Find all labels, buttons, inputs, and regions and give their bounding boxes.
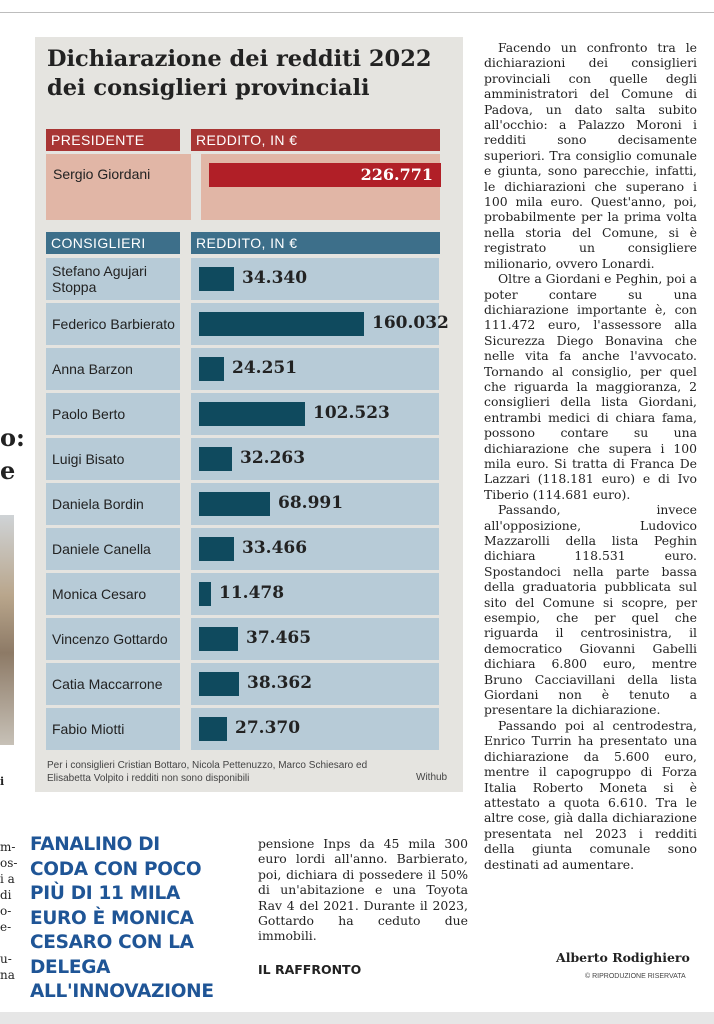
councillor-bar-cell xyxy=(191,573,439,615)
income-bar xyxy=(199,582,211,606)
councillor-bar-cell xyxy=(191,663,439,705)
bottom-band xyxy=(0,1012,714,1024)
income-bar xyxy=(199,447,232,471)
income-bar xyxy=(199,402,305,426)
chart-note: Per i consiglieri Cristian Bottaro, Nicola Pettenuzzo, Marco Schiesaro ed Elisabetta Volpito i redditi non sono disponibili xyxy=(47,760,368,784)
fragment-1: o: xyxy=(0,423,25,452)
income-value: 102.523 xyxy=(313,403,390,423)
councillors-income-header: REDDITO, IN € xyxy=(191,232,440,254)
income-value: 34.340 xyxy=(242,268,308,288)
income-value: 38.362 xyxy=(247,673,313,693)
councillor-bar-cell xyxy=(191,303,449,345)
fragment-2: e xyxy=(0,456,16,485)
income-value: 27.370 xyxy=(235,718,301,738)
fragment-4: m- xyxy=(0,840,16,854)
income-value: 32.263 xyxy=(240,448,306,468)
income-value: 68.991 xyxy=(278,493,344,513)
councillor-bar-cell xyxy=(191,528,439,570)
fragment-9: e- xyxy=(0,920,12,934)
councillor-name: Federico Barbierato xyxy=(46,303,180,345)
chart-source: Withub xyxy=(416,772,448,783)
councillors-header: CONSIGLIERI xyxy=(46,232,180,254)
president-row xyxy=(46,154,440,220)
income-value: 33.466 xyxy=(242,538,308,558)
income-bar xyxy=(199,267,234,291)
councillor-name: Monica Cesaro xyxy=(46,573,180,615)
fragment-8: o- xyxy=(0,904,12,918)
paragraph-1: Facendo un confronto tra le dichiarazioni dei consiglieri provinciali con quelle degli amministratori del Comune di Padova, un dato salta subito all'occhio: a Palazzo Moroni i redditi sono decisamente superiori. Tra consiglio comunale e giunta, sono parecchie, infatti, le dichiarazioni che superano i 100 mila euro. Quest'anno, poi, probabilmente per la prima volta nella storia del Comune, si è registrato un consigliere milionario, ovvero Lonardi. xyxy=(484,40,697,271)
income-value: 11.478 xyxy=(219,583,285,603)
president-name: Sergio Giordani xyxy=(53,166,151,182)
councillor-name: Fabio Miotti xyxy=(46,708,180,750)
income-value: 37.465 xyxy=(246,628,312,648)
president-value: 226.771 xyxy=(360,165,433,184)
right-column xyxy=(484,40,697,872)
copyright-notice: © RIPRODUZIONE RISERVATA xyxy=(585,973,686,980)
paragraph-4: Passando poi al centrodestra, Enrico Turrin ha presentato una dichiarazione da 5.600 euro, mentre il capogruppo di Forza Italia Roberto Moneta si è attestato a quota 6.610. Tra le altre cose, già dalla dichiarazione presentata nel 2023 i redditi della giunta comunale sono destinati ad aumentare. xyxy=(484,717,697,872)
income-bar xyxy=(199,717,227,741)
divider xyxy=(191,154,201,220)
councillor-name: Anna Barzon xyxy=(46,348,180,390)
top-rule xyxy=(0,12,714,13)
income-infographic xyxy=(35,37,463,792)
president-bar xyxy=(209,163,441,187)
pull-quote: FANALINO DI CODA CON POCO PIÙ DI 11 MILA EURO È MONICA CESARO CON LA DELEGA ALL'INNOVAZIONE xyxy=(30,834,214,1002)
fragment-5: os- xyxy=(0,856,18,870)
income-bar xyxy=(199,672,239,696)
fragment-7: di xyxy=(0,888,12,902)
fragment-10: u- xyxy=(0,952,12,966)
income-value: 160.032 xyxy=(372,313,449,333)
income-bar xyxy=(199,492,270,516)
councillor-name: Daniele Canella xyxy=(46,528,180,570)
councillor-name: Luigi Bisato xyxy=(46,438,180,480)
councillor-bar-cell xyxy=(191,483,439,525)
byline: Alberto Rodighiero xyxy=(556,950,690,965)
president-header: PRESIDENTE xyxy=(46,129,180,151)
councillor-bar-cell xyxy=(191,393,439,435)
fragment-3: i xyxy=(0,775,5,788)
councillor-bar-cell xyxy=(191,438,439,480)
councillor-bar-cell xyxy=(191,258,439,300)
councillor-name: Catia Maccarrone xyxy=(46,663,180,705)
photo-edge xyxy=(0,515,14,745)
president-income-header: REDDITO, IN € xyxy=(191,129,440,151)
income-bar xyxy=(199,357,224,381)
middle-column xyxy=(258,836,468,944)
councillor-bar-cell xyxy=(191,708,439,750)
fragment-6: i a xyxy=(0,872,15,886)
income-bar xyxy=(199,627,238,651)
councillor-name: Stefano Agujari Stoppa xyxy=(46,258,180,300)
income-value: 24.251 xyxy=(232,358,298,378)
middle-paragraph: pensione Inps da 45 mila 300 euro lordi all'anno. Barbierato, poi, dichiara di possedere il 50% di un'abitazione e una Toyota Rav 4 del 2021. Durante il 2023, Gottardo ha ceduto due immobili. xyxy=(258,836,468,944)
councillor-name: Paolo Berto xyxy=(46,393,180,435)
fragment-11: na xyxy=(0,968,15,982)
income-bar xyxy=(199,312,364,336)
section-kicker: IL RAFFRONTO xyxy=(258,962,362,977)
paragraph-3: Passando, invece all'opposizione, Ludovico Mazzarolli della lista Peghin dichiara 118.531 euro. Spostandoci nella parte bassa della graduatoria pubblicata sul sito del Comune si scopre, per esempio, che per quel che riguarda il centrosinistra, il democratico Giovanni Gabelli dichiara 6.800 euro, mentre Bruno Cacciavillani della lista Giordani non è tenuto a presentare la dichiarazione. xyxy=(484,502,697,718)
councillor-bar-cell xyxy=(191,348,439,390)
chart-title: Dichiarazione dei redditi 2022 dei consiglieri provinciali xyxy=(47,46,432,101)
councillor-bar-cell xyxy=(191,618,439,660)
paragraph-2: Oltre a Giordani e Peghin, poi a poter contare su una dichiarazione importante è, con 111.472 euro, l'assessore alla Sicurezza Diego Bonavina che nelle vita fa anche l'avvocato. Tornando al consiglio, per quel che riguarda la maggioranza, 2 consiglieri della lista Giordani, entrambi medici di chiara fama, possono contare su una dichiarazione che supera i 100 mila euro. Si tratta di Franca De Lazzari (118.181 euro) e di Ivo Tiberio (114.681 euro). xyxy=(484,271,697,502)
councillor-name: Vincenzo Gottardo xyxy=(46,618,180,660)
income-bar xyxy=(199,537,234,561)
councillor-name: Daniela Bordin xyxy=(46,483,180,525)
